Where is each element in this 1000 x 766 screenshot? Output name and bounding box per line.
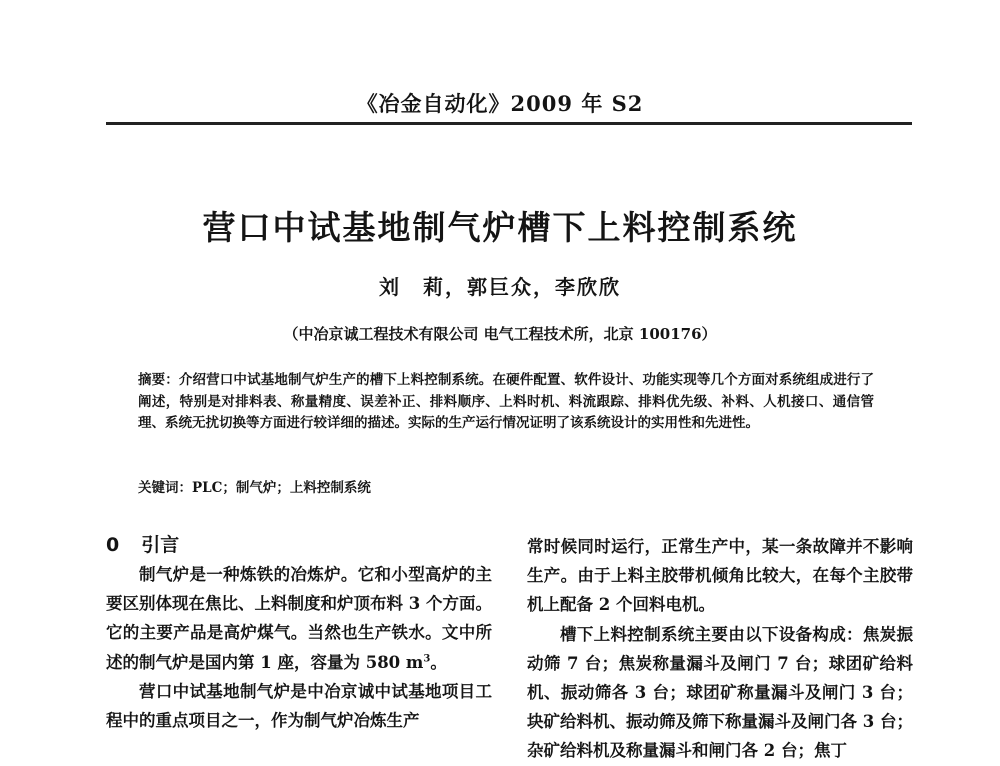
header-rule: [106, 122, 912, 125]
abstract-text: 介绍营口中试基地制气炉生产的槽下上料控制系统。在硬件配置、软件设计、功能实现等几个方面对系统组成进行了阐述，特别是对排料表、称量精度、误差补正、排料顺序、上料时机、料流跟踪、排料优先级、补料、人机接口、通信管理、系统无扰切换等方面进行较详细的描述。实际的生产运行情况证明了该系统设计的实用性和先进性。: [138, 372, 875, 431]
intro-p1-end: 。: [430, 652, 447, 672]
journal-header: 《冶金自动化》2009 年 S2: [356, 91, 644, 116]
right-paragraph-2: 槽下上料控制系统主要由以下设备构成：焦炭振动筛 7 台；焦炭称量漏斗及闸门 7 台；球团矿给料机、振动筛各 3 台；球团矿称量漏斗及闸门 3 台；块矿给料机、振动筛及筛下称量漏斗及闸门各 3 台；杂矿给料机及称量漏斗和闸门各 2 台；焦丁: [527, 624, 913, 761]
right-column: [527, 532, 913, 766]
abstract-label: 摘要：: [138, 372, 179, 388]
section-title: 引言: [141, 534, 180, 556]
paper-title: 营口中试基地制气炉槽下上料控制系统: [202, 208, 798, 247]
superscript-3: 3: [423, 653, 431, 665]
section-number: 0: [106, 534, 120, 556]
intro-paragraph-2: 营口中试基地制气炉是中冶京诚中试基地项目工程中的重点项目之一，作为制气炉冶炼生产: [106, 681, 492, 731]
intro-p1-text: 制气炉是一种炼铁的冶炼炉。它和小型高炉的主要区别体现在焦比、上料制度和炉顶布料 3 个方面。它的主要产品是高炉煤气。当然也生产铁水。文中所述的制气炉是国内第 1 座，容量为 580 m: [106, 565, 492, 672]
keywords-label: 关键词：: [138, 480, 192, 496]
right-paragraph-1: 常时候同时运行，正常生产中，某一条故障并不影响生产。由于上料主胶带机倾角比较大，在每个主胶带机上配备 2 个回料电机。: [527, 537, 913, 615]
keywords-text: PLC；制气炉；上料控制系统: [192, 480, 371, 496]
affiliation: （中冶京诚工程技术有限公司 电气工程技术所，北京 100176）: [283, 325, 717, 343]
keywords: [138, 476, 371, 496]
authors: 刘 莉，郭巨众，李欣欣: [379, 275, 621, 299]
intro-paragraph-1: [106, 560, 492, 677]
section-heading-intro: [106, 530, 179, 557]
abstract: [138, 370, 874, 435]
left-column: [106, 560, 492, 735]
